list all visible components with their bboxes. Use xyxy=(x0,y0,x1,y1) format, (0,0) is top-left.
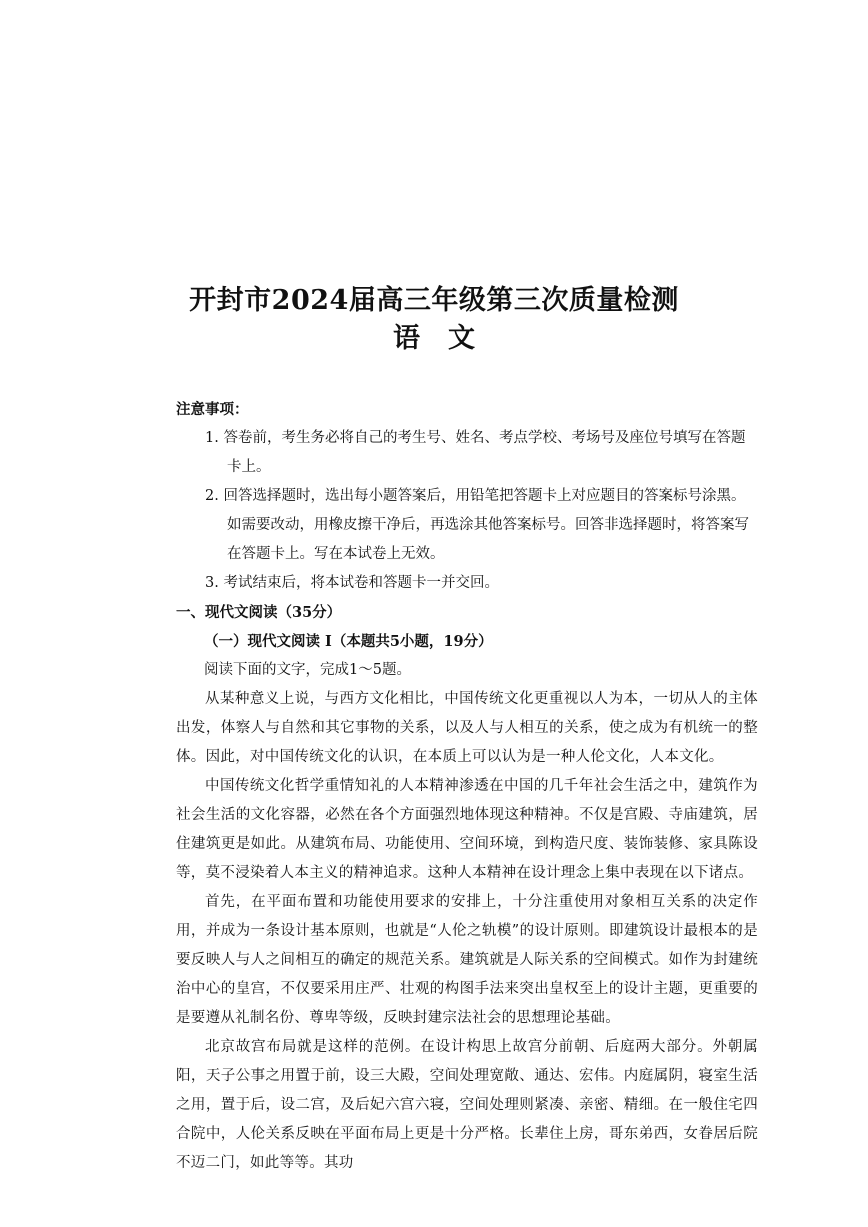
passage-paragraph-2: 中国传统文化哲学重情知礼的人本精神渗透在中国的几千年社会生活之中，建筑作为社会生活的文化容器，必然在各个方面强烈地体现这种精神。不仅是宫殿、寺庙建筑，居住建筑更是如此。从建筑布局、功能使用、空间环境，到构造尺度、装饰装修、家具陈设等，莫不浸染着人本主义的精神追求。这种人本精神在设计理念上集中表现在以下诸点。 xyxy=(176,778,758,881)
section-heading: 一、现代文阅读（35分） xyxy=(176,604,342,621)
exam-title: 开封市2024届高三年级第三次质量检测 xyxy=(189,285,679,316)
notice-item-1: 1. 答卷前，考生务必将自己的考生号、姓名、考点学校、考场号及座位号填写在答题卡上。 xyxy=(205,430,746,475)
exam-content xyxy=(176,395,758,1178)
passage-paragraph-3: 首先，在平面布置和功能使用要求的安排上，十分注重使用对象相互关系的决定作用，并成为一条设计基本原则，也就是“人伦之轨模”的设计原则。即建筑设计最根本的是要反映人与人之间相互的确定的规范关系。建筑就是人际关系的空间模式。如作为封建统治中心的皇宫，不仅要采用庄严、壮观的构图手法来突出皇权至上的设计主题，更重要的是要遵从礼制名份、尊卑等级，反映封建宗法社会的思想理论基础。 xyxy=(176,894,758,1026)
passage-paragraph-1: 从某种意义上说，与西方文化相比，中国传统文化更重视以人为本，一切从人的主体出发，体察人与自然和其它事物的关系，以及人与人相互的关系，使之成为有机统一的整体。因此，对中国传统文化的认识，在本质上可以认为是一种人伦文化，人本文化。 xyxy=(176,691,758,765)
subject-title: 语文 xyxy=(393,323,503,354)
reading-instruction: 阅读下面的文字，完成1～5题。 xyxy=(204,662,411,678)
notice-heading: 注意事项： xyxy=(176,401,249,418)
notice-item-2: 2. 回答选择题时，选出每小题答案后，用铅笔把答题卡上对应题目的答案标号涂黑。如需要改动，用橡皮擦干净后，再选涂其他答案标号。回答非选择题时，将答案写在答题卡上。写在本试卷上无效。 xyxy=(205,488,749,562)
notice-item-3: 3. 考试结束后，将本试卷和答题卡一并交回。 xyxy=(205,575,499,591)
passage-paragraph-4: 北京故宫布局就是这样的范例。在设计构思上故宫分前朝、后庭两大部分。外朝属阳，天子公事之用置于前，设三大殿，空间处理宽敞、通达、宏伟。内庭属阴，寝室生活之用，置于后，设二宫，及后妃六宫六寝，空间处理则紧凑、亲密、精细。在一般住宅四合院中，人伦关系反映在平面布局上更是十分严格。长辈住上房，哥东弟西，女眷居后院不迈二门，如此等等。其功 xyxy=(176,1039,758,1171)
subsection-heading: （一）现代文阅读 Ⅰ（本题共5小题，19分） xyxy=(204,633,493,650)
